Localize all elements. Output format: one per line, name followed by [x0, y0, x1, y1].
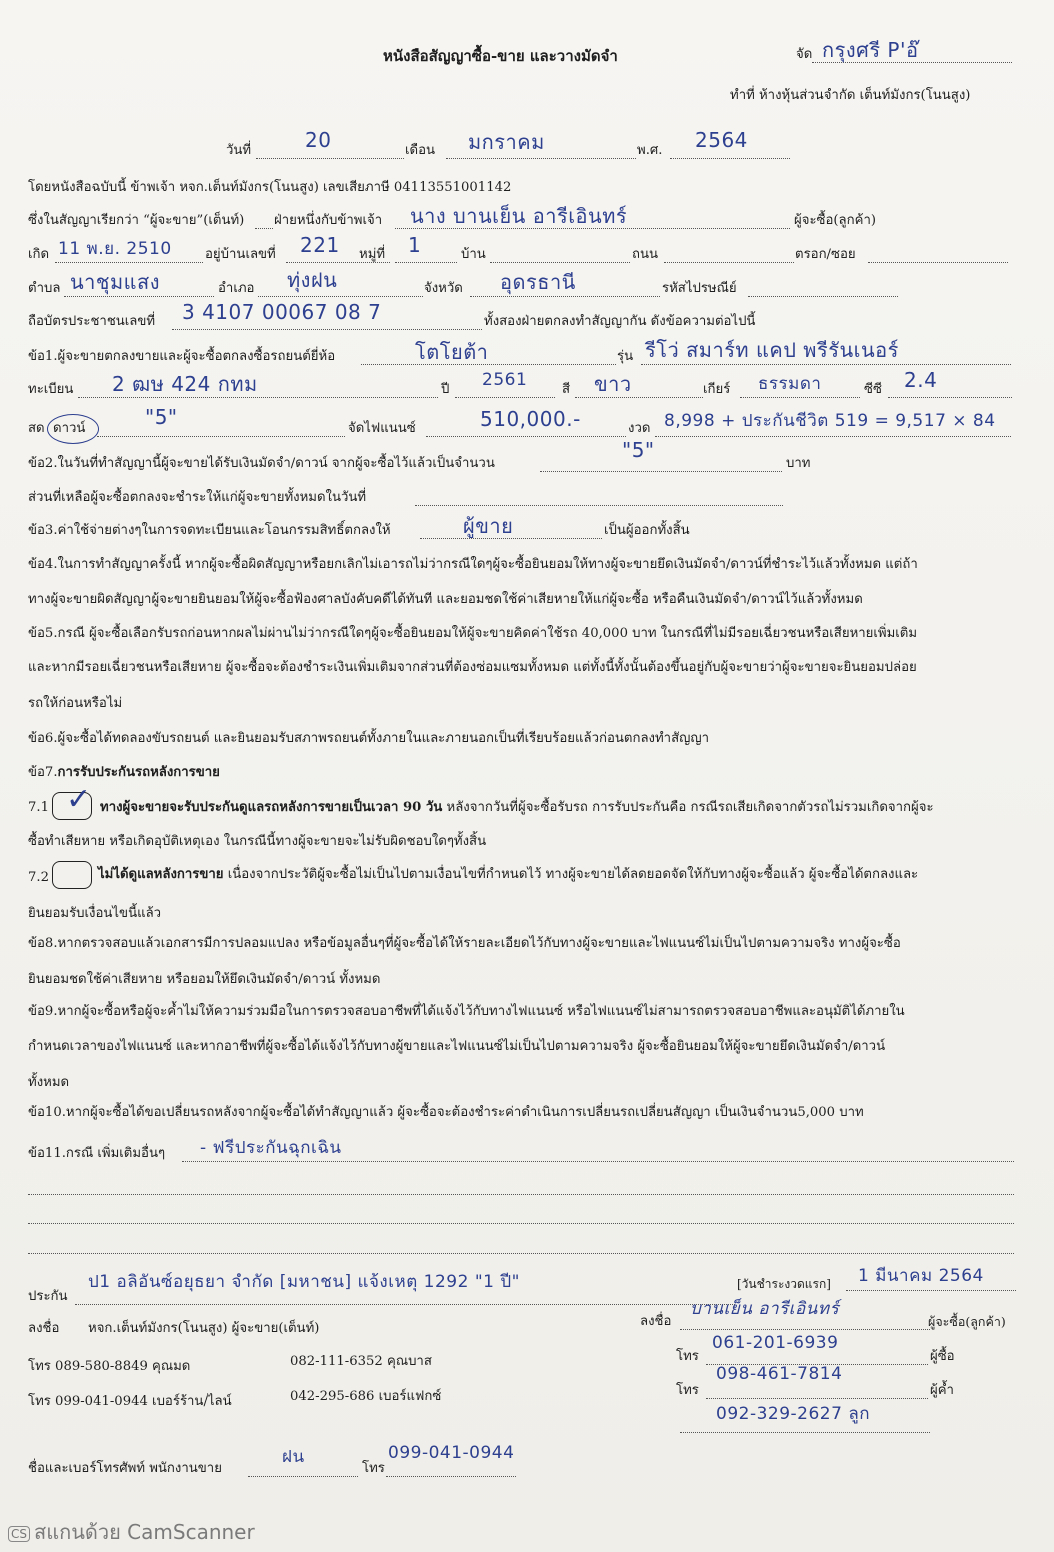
year-value: 2564: [695, 128, 748, 152]
house-label: อยู่บ้านเลขที่: [205, 247, 276, 262]
c2-text: ข้อ2.ในวันที่ทำสัญญานี้ผู้จะขายได้รับเงินมัดจำ/ดาวน์ จากผู้จะซื้อไว้แล้วเป็นจำนวน: [28, 456, 495, 471]
plate-label: ทะเบียน: [28, 382, 74, 397]
salesperson-tel-label: โทร: [362, 1461, 385, 1476]
color-label: สี: [562, 382, 571, 397]
moo-line: [395, 262, 457, 263]
day-line: [256, 158, 404, 159]
seller-sign: หจก.เต็นท์มังกร(โนนสูง) ผู้จะขาย(เต็นท์): [88, 1321, 320, 1336]
contact-2: 082-111-6352 คุณบาส: [290, 1354, 432, 1369]
cash-label: สด: [28, 421, 45, 436]
month-label: เดือน: [405, 143, 436, 158]
cc-line: [888, 397, 1012, 398]
c7-1-text: [100, 799, 934, 817]
insurance-label: ประกัน: [28, 1289, 68, 1304]
intro-gap-line: [255, 228, 273, 229]
c7-1-rest: หลังจากวันที่ผู้จะซื้อรับรถ การรับประกันคือ กรณีรถเสียเกิดจากตัวรถไม่รวมเกิดจากผู้จะ: [442, 800, 934, 815]
tambon-value: นาชุมแสง: [70, 270, 161, 294]
c11-line2: [28, 1194, 1014, 1195]
village-label: บ้าน: [461, 247, 486, 262]
salesperson-name: ฝน: [282, 1447, 305, 1467]
c2-amount-line: [540, 471, 782, 472]
guarantor-tel-line: [706, 1398, 928, 1399]
province-label: จังหวัด: [424, 281, 463, 296]
contact-1: โทร 089-580-8849 คุณมด: [28, 1359, 191, 1374]
c8-line1: ข้อ8.หากตรวจสอบแล้วเอกสารมีการปลอมแปลง หรือข้อมูลอื่นๆที่ผู้จะซื้อได้ให้รายละเอียดไว้กับทางผู้จะขายและไฟแนนซ์ไม่เป็นไปตามความจริง ทางผู้จะซื้อ: [28, 936, 901, 951]
down-value: "5": [145, 405, 178, 429]
soi-label: ตรอก/ซอย: [795, 247, 856, 262]
c9-line2: กำหนดเวลาของไฟแนนซ์ และหากอาชีพที่ผู้จะซื้อได้แจ้งไว้กับทางผู้ขายและไฟแนนซ์ไม่เป็นไปตามความจริง ผู้จะซื้อยินยอมให้ผู้จะขายยึดเงินมัดจำ/ดาวน์: [28, 1039, 886, 1054]
installment-label: งวด: [628, 421, 651, 436]
c7-2-rest: เนื่องจากประวัติผู้จะซื้อไม่เป็นไปตามเงื่อนไขที่กำหนดไว้ ทางผู้จะขายได้ลดยอดจัดให้กับทางผู้จะซื้อแล้ว ผู้จะซื้อได้ตกลงและ: [223, 867, 919, 882]
caryear-line: [455, 397, 555, 398]
c5-line3: รถให้ก่อนหรือไม่: [28, 696, 123, 711]
month-line: [446, 158, 636, 159]
car-brand: โตโยต้า: [415, 340, 489, 364]
intro-line1: โดยหนังสือฉบับนี้ ข้าพเจ้า หจก.เต็นท์มังกร(โนนสูง) เลขเสียภาษี 04113551001142: [28, 180, 512, 195]
salesperson-tel-line: [386, 1476, 516, 1477]
c7-head-title: การรับประกันรถหลังการขาย: [57, 765, 220, 780]
c7-1-line2: ซื้อทำเสียหาย หรือเกิดอุบัติเหตุเอง ในกรณีนี้ทางผู้จะขายจะไม่รับผิดชอบใดๆทั้งสิ้น: [28, 834, 487, 849]
id-after: ทั้งสองฝ่ายตกลงทำสัญญากัน ดังข้อความต่อไปนี้: [484, 314, 756, 329]
place-label: ทำที่ ห้างหุ้นส่วนจำกัด เต็นท์มังกร(โนนสูง): [730, 88, 971, 103]
watermark-text: สแกนด้วย CamScanner: [34, 1520, 255, 1544]
child-tel: 092-329-2627 ลูก: [716, 1404, 871, 1424]
salesperson-label: ชื่อและเบอร์โทรศัพท์ พนักงานขาย: [28, 1461, 222, 1476]
c7-2-text: [98, 866, 918, 884]
down-line: [97, 436, 345, 437]
car-gear: ธรรมดา: [758, 374, 822, 394]
c9-line3: ทั้งหมด: [28, 1075, 70, 1090]
c2-unit: บาท: [786, 456, 811, 471]
c5-line2: และหากมีรอยเฉี่ยวชนหรือเสียหาย ผู้จะซื้อจะต้องชำระเงินเพิ่มเติมจากส่วนที่ต้องซ่อมแซมทั้งหมด แต่ทั้งนี้ทั้งนั้นต้องขึ้นอยู่กับผู้จะขายว่าผู้จะขายจะยินยอมปล่อย: [28, 660, 917, 675]
house-value: 221: [300, 233, 340, 257]
c11-line4: [28, 1253, 1014, 1254]
finance-value: 510,000.-: [480, 407, 581, 431]
year-label: พ.ศ.: [637, 143, 663, 158]
intro-line2b: ฝ่ายหนึ่งกับข้าพเจ้า: [274, 213, 383, 228]
amphoe-label: อำเภอ: [218, 281, 255, 296]
c7-2-num: 7.2: [28, 870, 49, 885]
down-label: ดาวน์: [53, 421, 86, 436]
buyer-name: นาง บานเย็น อารีเอินทร์: [410, 204, 628, 228]
postcode-line: [748, 296, 898, 297]
buyer-tel-label: โทร: [676, 1349, 699, 1364]
c2-rest: ส่วนที่เหลือผู้จะซื้อตกลงจะชำระให้แก่ผู้จะขายทั้งหมดในวันที่: [28, 490, 367, 505]
model-label: รุ่น: [617, 349, 634, 364]
buyer-label: ผู้จะซื้อ(ลูกค้า): [794, 213, 876, 228]
c4-line2: ทางผู้จะขายผิดสัญญาผู้จะขายยินยอมให้ผู้จะซื้อฟ้องศาลบังคับคดีได้ทันที และยอมชดใช้ค่าเสียหายให้แก่ผู้จะซื้อ หรือคืนเงินมัดจำ/ดาวน์ไว้แล้วทั้งหมด: [28, 592, 863, 607]
c9-line1: ข้อ9.หากผู้จะซื้อหรือผู้จะค้ำไม่ให้ความร่วมมือในการตรวจสอบอาชีพที่ได้แจ้งไว้กับทางไฟแนนซ์ หรือไฟแนนซ์ไม่สามารถตรวจสอบอาชีพและอนุมัติได้ภายใน: [28, 1004, 905, 1019]
c10-text: ข้อ10.หากผู้จะซื้อได้ขอเปลี่ยนรถหลังจากผู้จะซื้อได้ทำสัญญาแล้ว ผู้จะซื้อจะต้องชำระค่าดำเนินการเปลี่ยนรถเปลี่ยนสัญญา เป็นเงินจำนวน5,000 บาท: [28, 1105, 864, 1120]
moo-label: หมู่ที่: [359, 247, 386, 262]
camscanner-logo-icon: CS: [8, 1526, 30, 1542]
intro-line2a: ซึ่งในสัญญาเรียกว่า “ผู้จะขาย”(เต็นท์): [28, 213, 245, 228]
camscanner-watermark: [8, 1516, 255, 1548]
c7-head: [28, 764, 220, 782]
guarantor-tel: 098-461-7814: [716, 1364, 843, 1384]
amphoe-line: [258, 296, 423, 297]
month-value: มกราคม: [468, 130, 545, 154]
finance-label: จัดไฟแนนซ์: [348, 421, 416, 436]
tambon-label: ตำบล: [28, 281, 61, 296]
born-line: [55, 262, 203, 263]
c11-line3: [28, 1223, 1014, 1224]
insurance-line: [75, 1304, 735, 1305]
c5-line1: ข้อ5.กรณี ผู้จะซื้อเลือกรับรถก่อนหากผลไม่ผ่านไม่ว่ากรณีใดๆผู้จะซื้อยินยอมให้ผู้จะขายคิดค่าใช้รถ 40,000 บาท ในกรณีที่ไม่มีรอยเฉี่ยวชนหรือเสียหายเพิ่มเติม: [28, 626, 918, 641]
first-due-value: 1 มีนาคม 2564: [858, 1266, 984, 1286]
village-line: [490, 262, 630, 263]
buyer-tel: 061-201-6939: [712, 1333, 839, 1353]
insurance-value: ป1 อลิอันซ์อยุธยา จำกัด [มหาชน] แจ้งเหตุ 1292 "1 ปี": [88, 1272, 520, 1292]
c7-1-bold: ทางผู้จะขายจะรับประกันดูแลรถหลังการขายเป็นเวลา 90 วัน: [100, 800, 443, 815]
installment-value: 8,998 + ประกันชีวิต 519 = 9,517 × 84: [664, 411, 996, 431]
c2-rest-line: [415, 505, 783, 506]
year2-label: ปี: [441, 382, 450, 397]
c6-text: ข้อ6.ผู้จะซื้อได้ทดลองขับรถยนต์ และยินยอมรับสภาพรถยนต์ทั้งภายในและภายนอกเป็นที่เรียบร้อยแล้วก่อนตกลงทำสัญญา: [28, 731, 710, 746]
moo-value: 1: [408, 233, 422, 257]
option-7-2-checkbox[interactable]: [52, 861, 92, 889]
salesperson-name-line: [248, 1476, 358, 1477]
id-value: 3 4107 00067 08 7: [182, 300, 382, 324]
buyer-sign-label: ลงชื่อ: [640, 1314, 672, 1329]
salesperson-tel: 099-041-0944: [388, 1443, 515, 1463]
buyer-sign-role: ผู้จะซื้อ(ลูกค้า): [928, 1314, 1006, 1329]
brand-line: [361, 364, 616, 365]
soi-line: [868, 262, 1008, 263]
c3-who: ผู้ขาย: [463, 514, 514, 538]
province-value: อุดรธานี: [500, 270, 576, 294]
road-label: ถนน: [632, 247, 659, 262]
buyer-sign-line: [680, 1329, 930, 1330]
c7-2-bold: ไม่ได้ดูแลหลังการขาย: [98, 867, 224, 882]
c2-amount: "5": [622, 438, 655, 462]
c11-label: ข้อ11.กรณี เพิ่มเติมอื่นๆ: [28, 1146, 166, 1161]
c7-1-num: 7.1: [28, 800, 49, 815]
id-label: ถือบัตรประชาชนเลขที่: [28, 314, 156, 329]
c3-text: ข้อ3.ค่าใช้จ่ายต่างๆในการจดทะเบียนและโอนกรรมสิทธิ์ตกลงให้: [28, 523, 391, 538]
seller-sign-label: ลงชื่อ: [28, 1321, 60, 1336]
car-year: 2561: [482, 370, 528, 390]
born-value: 11 พ.ย. 2510: [58, 239, 172, 259]
buyer-signature: บานเย็น อารีเอินทร์: [690, 1299, 840, 1319]
day-label: วันที่: [226, 143, 252, 158]
jat-label: จัด: [796, 47, 813, 62]
guarantor-tel-label: โทร: [676, 1383, 699, 1398]
buyer-tel-role: ผู้ซื้อ: [930, 1349, 955, 1364]
born-label: เกิด: [28, 247, 50, 262]
road-line: [664, 262, 794, 263]
c3-after: เป็นผู้ออกทั้งสิ้น: [604, 523, 690, 538]
c11-value: - ฟรีประกันฉุกเฉิน: [200, 1138, 342, 1158]
first-due-label: [วันชำระงวดแรก]: [737, 1277, 831, 1291]
plate-value: 2 ฒษ 424 กทม: [112, 372, 258, 396]
postcode-label: รหัสไปรษณีย์: [662, 281, 737, 296]
car-model: รีโว่ สมาร์ท แคป พรีรันเนอร์: [645, 338, 899, 362]
c1-label: ข้อ1.ผู้จะขายตกลงขายและผู้จะซื้อตกลงซื้อรถยนต์ยี่ห้อ: [28, 349, 336, 364]
installment-line: [655, 436, 1011, 437]
gear-label: เกียร์: [703, 382, 731, 397]
year-line: [670, 158, 790, 159]
car-cc: 2.4: [904, 368, 938, 392]
c7-2-line2: ยินยอมรับเงื่อนไขนี้แล้ว: [28, 906, 162, 921]
amphoe-value: ทุ่งฝน: [287, 268, 338, 292]
id-line: [172, 329, 482, 330]
finance-line: [426, 436, 626, 437]
c8-line2: ยินยอมชดใช้ค่าเสียหาย หรือยอมให้ยึดเงินมัดจำ/ดาวน์ ทั้งหมด: [28, 972, 381, 987]
c4-line1: ข้อ4.ในการทำสัญญาครั้งนี้ หากผู้จะซื้อผิดสัญญาหรือยกเลิกไม่เอารถไม่ว่ากรณีใดๆผู้จะซื้อยินยอมให้ทางผู้จะขายยึดเงินมัดจำ/ดาวน์ที่ชำระไว้แล้วทั้งหมด แต่ถ้า: [28, 557, 918, 572]
first-due-line: [846, 1290, 1016, 1291]
guarantor-tel-role: ผู้ค้ำ: [930, 1383, 954, 1398]
document-title: หนังสือสัญญาซื้อ-ขาย และวางมัดจำ: [383, 47, 618, 65]
child-tel-line: [680, 1432, 930, 1433]
contact-3: โทร 099-041-0944 เบอร์ร้าน/ไลน์: [28, 1394, 232, 1409]
cc-label: ซีซี: [864, 382, 882, 397]
c7-head-num: ข้อ7.: [28, 765, 58, 780]
jat-value: กรุงศรี P'อ๊: [822, 38, 919, 62]
car-color: ขาว: [594, 372, 632, 396]
gear-line: [740, 397, 860, 398]
day-value: 20: [305, 128, 332, 152]
contact-4: 042-295-686 เบอร์แฟกซ์: [290, 1389, 442, 1404]
checkmark-icon: ✓: [66, 782, 92, 817]
c11-line1: [182, 1161, 1014, 1162]
